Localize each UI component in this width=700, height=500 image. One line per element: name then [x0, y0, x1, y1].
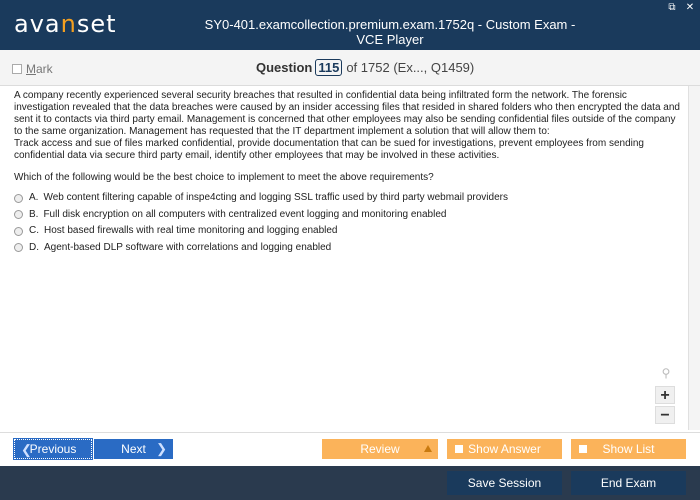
save-session-button[interactable]: Save Session	[447, 471, 562, 495]
radio-icon[interactable]	[14, 243, 23, 252]
radio-icon[interactable]	[14, 194, 23, 203]
option-text: Web content filtering capable of inspe4cting and logging SSL traffic used by third party webmail providers	[43, 192, 508, 204]
mark-label: ark	[36, 62, 53, 76]
checkbox-icon[interactable]	[12, 64, 22, 74]
question-text: A company recently experienced several security breaches that resulted in confidential data being infiltrated form the network. The forensic investigation revealed that the data breaches were caused by an insider accessing files that resided in shared folders who then encrypted the data and sent it to contacts via third party email. Management is concerned that other employees may also be sending confidential files outside of the company to the same organization. Management has requested that the IT department implement a solution that will allow them to:	[14, 90, 680, 137]
restore-icon[interactable]: ⧉	[668, 2, 676, 13]
next-label: Next	[121, 442, 146, 456]
radio-icon[interactable]	[14, 227, 23, 236]
show-answer-label: Show Answer	[468, 442, 541, 456]
next-button[interactable]	[94, 439, 173, 459]
zoom-out-button[interactable]: −	[655, 406, 675, 424]
zoom-controls	[655, 366, 677, 426]
option-letter: B.	[29, 208, 39, 220]
window-controls	[666, 2, 696, 14]
chevron-right-icon: ❯	[156, 441, 167, 456]
question-text-requirements: Track access and sue of files marked confidential, provide documentation that can be sued for investigations, prevent employees from sending confidential data via secure third party email, identify other employees that may be involved in these activities.	[14, 138, 644, 161]
option-letter: C.	[29, 225, 39, 237]
show-list-button[interactable]	[571, 439, 686, 459]
answer-option-b[interactable]	[14, 207, 680, 224]
mark-label-underlined: M	[26, 62, 36, 76]
review-label: Review	[360, 442, 400, 456]
magnifier-icon: ⚲	[661, 366, 671, 380]
window-title: SY0-401.examcollection.premium.exam.1752q - Custom Exam - VCE Player	[204, 17, 576, 47]
end-exam-button[interactable]: End Exam	[571, 471, 686, 495]
checkbox-icon	[455, 445, 463, 453]
checkbox-icon	[579, 445, 587, 453]
zoom-in-button[interactable]: +	[655, 386, 675, 404]
answer-option-d[interactable]	[14, 240, 680, 257]
question-counter	[256, 59, 474, 76]
option-letter: A.	[29, 192, 39, 204]
vertical-scrollbar[interactable]	[688, 86, 700, 430]
question-total: of 1752 (Ex..., Q1459)	[346, 60, 475, 75]
question-prompt: Which of the following would be the best choice to implement to meet the above requirements?	[14, 172, 434, 183]
question-content	[0, 86, 688, 430]
answer-options	[14, 190, 680, 256]
previous-label: Previous	[29, 442, 77, 456]
review-button[interactable]	[322, 439, 438, 459]
answer-option-c[interactable]	[14, 223, 680, 240]
option-text: Agent-based DLP software with correlations and logging enabled	[44, 241, 332, 253]
close-icon[interactable]: ✕	[685, 2, 695, 13]
option-letter: D.	[29, 241, 39, 253]
avanset-logo: avanset	[14, 10, 117, 38]
mark-checkbox[interactable]	[12, 62, 53, 76]
navigation-bar	[0, 432, 700, 466]
chevron-left-icon: ❮	[21, 442, 32, 457]
answer-option-a[interactable]	[14, 190, 680, 207]
show-list-label: Show List	[602, 442, 655, 456]
title-bar	[0, 0, 700, 50]
question-label: Question	[256, 60, 313, 75]
option-text: Host based firewalls with real time monitoring and logging enabled	[44, 225, 338, 237]
previous-button[interactable]	[14, 439, 92, 459]
triangle-up-icon	[424, 445, 432, 452]
question-toolbar	[0, 50, 700, 86]
footer-bar	[0, 466, 700, 500]
option-text: Full disk encryption on all computers with centralized event logging and monitoring enabled	[43, 208, 447, 220]
show-answer-button[interactable]	[447, 439, 562, 459]
radio-icon[interactable]	[14, 210, 23, 219]
question-number-input[interactable]: 115	[315, 59, 342, 76]
